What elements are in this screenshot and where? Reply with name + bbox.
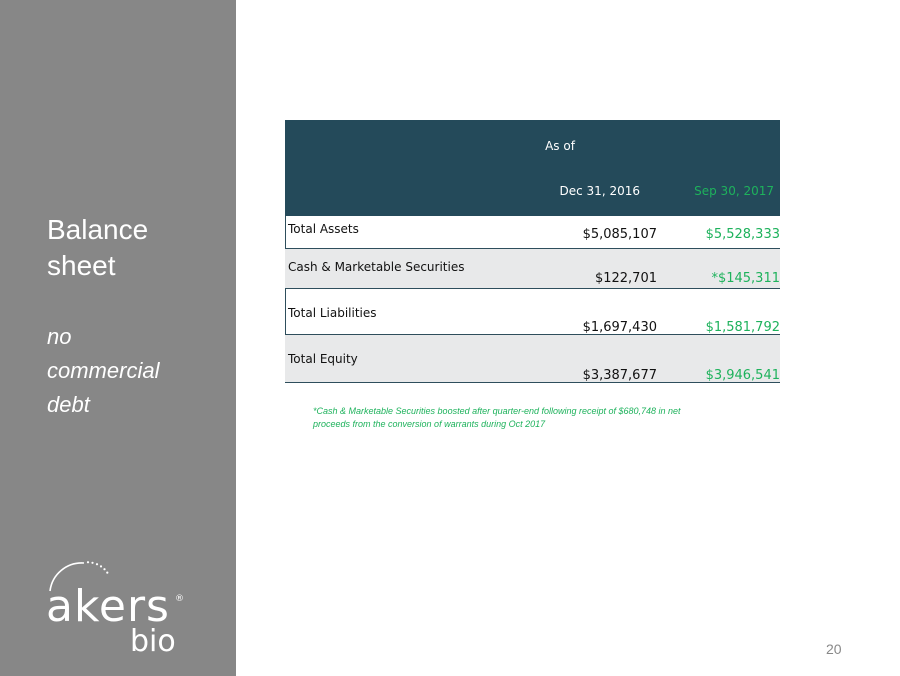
slide-subtitle	[47, 320, 159, 422]
logo-wordmark: akers	[46, 581, 170, 632]
as-of-label: As of	[545, 139, 575, 153]
table-row	[285, 216, 780, 249]
table-row	[285, 249, 780, 289]
slide-subtitle-line1: no	[47, 324, 72, 349]
row-value-sep-2017: *$145,311	[711, 271, 780, 286]
slide-title-line1: Balance	[47, 214, 149, 245]
row-value-dec-2016: $122,701	[594, 271, 657, 286]
balance-sheet-table	[285, 120, 780, 383]
akers-bio-logo	[44, 555, 194, 660]
table-header	[285, 120, 780, 216]
sidebar-panel	[0, 0, 236, 676]
row-value-sep-2017: $1,581,792	[705, 320, 780, 335]
slide-subtitle-line2: commercial	[47, 358, 160, 383]
row-value-dec-2016: $1,697,430	[582, 320, 657, 335]
table-row	[285, 289, 780, 335]
footnote-line1: *Cash & Marketable Securities boosted after quarter-end following receipt of $680,748 in net	[313, 406, 681, 416]
footnote-line2: proceeds from the conversion of warrants during Oct 2017	[313, 419, 546, 429]
footnote	[313, 405, 733, 431]
row-value-dec-2016: $5,085,107	[582, 227, 657, 242]
column-header-sep-2017: Sep 30, 2017	[694, 184, 774, 198]
row-label: Cash & Marketable Securities	[288, 260, 465, 274]
slide-subtitle-line3: debt	[47, 392, 90, 417]
page-number: 20	[826, 641, 842, 657]
logo-subword: bio	[130, 624, 176, 659]
slide-title-line2: sheet	[47, 250, 116, 281]
column-header-dec-2016: Dec 31, 2016	[559, 184, 640, 198]
row-label: Total Equity	[288, 352, 358, 366]
row-label: Total Assets	[288, 222, 359, 236]
row-value-dec-2016: $3,387,677	[582, 368, 657, 383]
slide-title	[47, 212, 148, 284]
table-row	[285, 335, 780, 383]
row-value-sep-2017: $3,946,541	[705, 368, 780, 383]
row-label: Total Liabilities	[288, 306, 377, 320]
registered-mark: ®	[175, 594, 184, 604]
row-value-sep-2017: $5,528,333	[705, 227, 780, 242]
